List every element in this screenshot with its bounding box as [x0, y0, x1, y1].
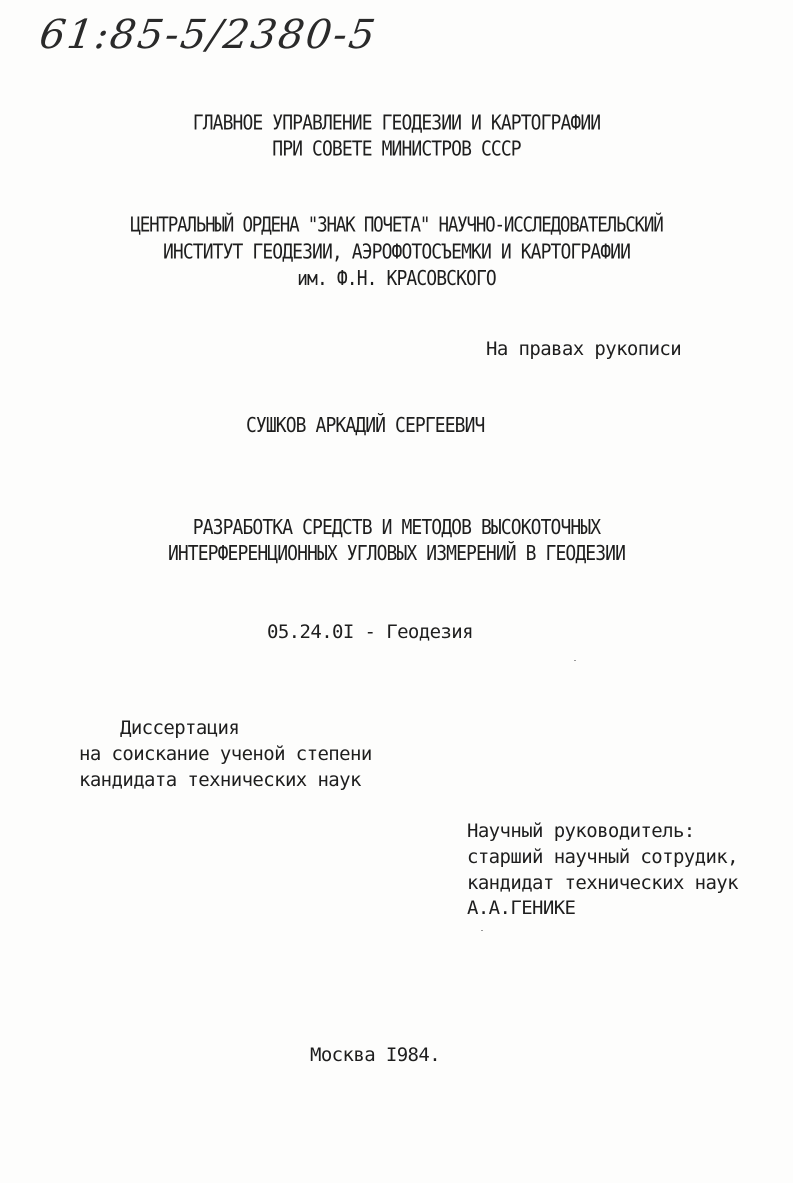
degree-line-2: кандидата технических наук [79, 769, 361, 791]
header-line-1: ГЛАВНОЕ УПРАВЛЕНИЕ ГЕОДЕЗИИ И КАРТОГРАФИИ [192, 111, 601, 136]
handwritten-catalog-number: 61:85-5/2380-5 [36, 12, 380, 58]
supervisor-degree: кандидат технических наук [467, 872, 738, 894]
scan-speck [481, 930, 483, 931]
institute-line-3: им. Ф.Н. КРАСОВСКОГО [297, 266, 496, 291]
title-line-1: РАЗРАБОТКА СРЕДСТВ И МЕТОДОВ ВЫСОКОТОЧНЫХ [192, 515, 601, 540]
scan-speck [574, 660, 576, 661]
institute-line-2: ИНСТИТУТ ГЕОДЕЗИИ, АЭРОФОТОСЪЕМКИ И КАРТОГРАФИИ [162, 240, 631, 265]
dissertation-label: Диссертация [120, 717, 240, 739]
place-and-year: Москва I984. [310, 1044, 441, 1066]
supervisor-position: старший научный сотрудик, [467, 846, 738, 868]
institute-line-1: ЦЕНТРАЛЬНЫЙ ОРДЕНА "ЗНАК ПОЧЕТА" НАУЧНО-ИССЛЕДОВАТЕЛЬСКИЙ [130, 214, 663, 238]
specialty-code: 05.24.0I - Геодезия [267, 621, 473, 643]
manuscript-rights-note: На правах рукописи [486, 338, 682, 360]
supervisor-label: Научный руководитель: [467, 820, 695, 842]
degree-line-1: на соискание ученой степени [79, 743, 372, 765]
author-name: СУШКОВ АРКАДИЙ СЕРГЕЕВИЧ [246, 413, 485, 438]
header-line-2: ПРИ СОВЕТЕ МИНИСТРОВ СССР [272, 137, 521, 162]
title-line-2: ИНТЕРФЕРЕНЦИОННЫХ УГЛОВЫХ ИЗМЕРЕНИЙ В ГЕОДЕЗИИ [167, 541, 626, 566]
supervisor-name: А.А.ГЕНИКЕ [467, 897, 576, 919]
